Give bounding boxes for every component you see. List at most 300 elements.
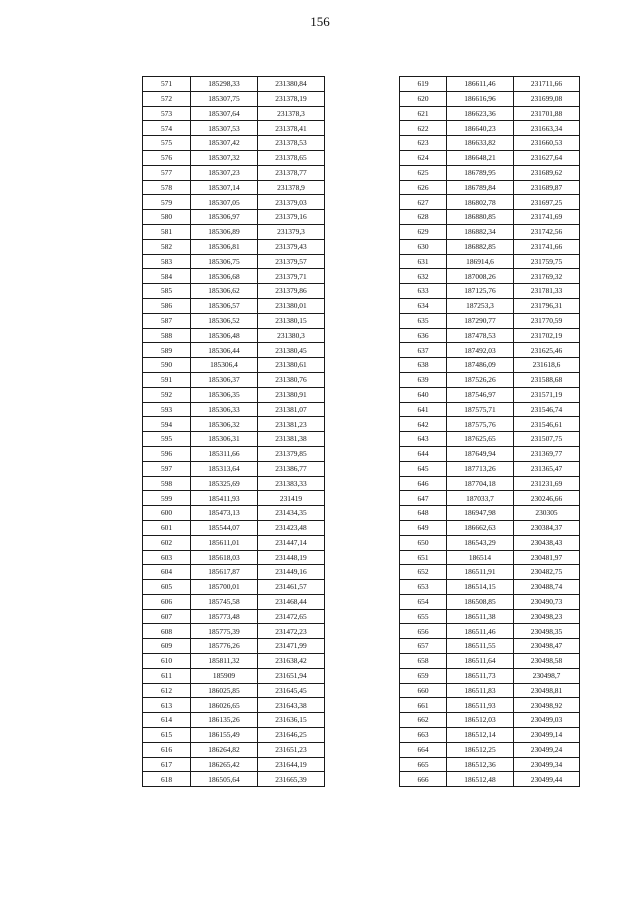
y-coordinate-cell: 230498,47 bbox=[514, 639, 580, 654]
x-coordinate-cell: 186026,65 bbox=[191, 698, 258, 713]
y-coordinate-cell: 231546,74 bbox=[514, 402, 580, 417]
table-row bbox=[143, 772, 325, 787]
x-coordinate-cell: 185306,37 bbox=[191, 372, 258, 387]
y-coordinate-cell: 231378,41 bbox=[258, 121, 325, 136]
x-coordinate-cell: 185306,32 bbox=[191, 417, 258, 432]
x-coordinate-cell: 187486,09 bbox=[447, 358, 514, 373]
table-row bbox=[400, 210, 580, 225]
point-number-cell: 666 bbox=[400, 772, 447, 787]
y-coordinate-cell: 231546,61 bbox=[514, 417, 580, 432]
point-number-cell: 650 bbox=[400, 535, 447, 550]
x-coordinate-cell: 185411,93 bbox=[191, 491, 258, 506]
point-number-cell: 642 bbox=[400, 417, 447, 432]
x-coordinate-cell: 185311,66 bbox=[191, 446, 258, 461]
x-coordinate-cell: 185325,69 bbox=[191, 476, 258, 491]
x-coordinate-cell: 186662,63 bbox=[447, 520, 514, 535]
x-coordinate-cell: 185306,44 bbox=[191, 343, 258, 358]
point-number-cell: 649 bbox=[400, 520, 447, 535]
y-coordinate-cell: 231702,19 bbox=[514, 328, 580, 343]
y-coordinate-cell: 230488,74 bbox=[514, 580, 580, 595]
y-coordinate-cell: 231423,48 bbox=[258, 520, 325, 535]
point-number-cell: 594 bbox=[143, 417, 191, 432]
y-coordinate-cell: 231378,19 bbox=[258, 91, 325, 106]
y-coordinate-cell: 231378,3 bbox=[258, 106, 325, 121]
x-coordinate-cell: 186511,64 bbox=[447, 654, 514, 669]
point-number-cell: 606 bbox=[143, 594, 191, 609]
point-number-cell: 609 bbox=[143, 639, 191, 654]
table-row bbox=[143, 298, 325, 313]
x-coordinate-cell: 187704,18 bbox=[447, 476, 514, 491]
table-row bbox=[400, 609, 580, 624]
point-number-cell: 636 bbox=[400, 328, 447, 343]
table-row bbox=[143, 121, 325, 136]
x-coordinate-cell: 185306,52 bbox=[191, 313, 258, 328]
x-coordinate-cell: 185306,4 bbox=[191, 358, 258, 373]
y-coordinate-cell: 230498,81 bbox=[514, 683, 580, 698]
x-coordinate-cell: 186802,78 bbox=[447, 195, 514, 210]
table-row bbox=[400, 654, 580, 669]
y-coordinate-cell: 231627,64 bbox=[514, 150, 580, 165]
point-number-cell: 651 bbox=[400, 550, 447, 565]
point-number-cell: 576 bbox=[143, 150, 191, 165]
point-number-cell: 643 bbox=[400, 432, 447, 447]
y-coordinate-cell: 231468,44 bbox=[258, 594, 325, 609]
point-number-cell: 578 bbox=[143, 180, 191, 195]
x-coordinate-cell: 186512,03 bbox=[447, 713, 514, 728]
y-coordinate-cell: 231759,75 bbox=[514, 254, 580, 269]
table-row bbox=[143, 387, 325, 402]
table-row bbox=[143, 150, 325, 165]
point-number-cell: 656 bbox=[400, 624, 447, 639]
x-coordinate-cell: 186914,6 bbox=[447, 254, 514, 269]
x-coordinate-cell: 186135,26 bbox=[191, 713, 258, 728]
page-number: 156 bbox=[310, 14, 330, 29]
table-row bbox=[143, 491, 325, 506]
table-row bbox=[143, 476, 325, 491]
table-row bbox=[143, 372, 325, 387]
point-number-cell: 644 bbox=[400, 446, 447, 461]
x-coordinate-cell: 185745,58 bbox=[191, 594, 258, 609]
y-coordinate-cell: 231644,19 bbox=[258, 757, 325, 772]
y-coordinate-cell: 231447,14 bbox=[258, 535, 325, 550]
table-row bbox=[143, 550, 325, 565]
table-row bbox=[400, 683, 580, 698]
table-row bbox=[143, 506, 325, 521]
point-number-cell: 634 bbox=[400, 298, 447, 313]
point-number-cell: 586 bbox=[143, 298, 191, 313]
x-coordinate-cell: 186616,96 bbox=[447, 91, 514, 106]
point-number-cell: 613 bbox=[143, 698, 191, 713]
table-row bbox=[400, 565, 580, 580]
table-row bbox=[400, 77, 580, 92]
point-number-cell: 573 bbox=[143, 106, 191, 121]
table-row bbox=[400, 624, 580, 639]
table-row bbox=[143, 91, 325, 106]
point-number-cell: 581 bbox=[143, 224, 191, 239]
table-row bbox=[400, 728, 580, 743]
y-coordinate-cell: 230499,24 bbox=[514, 742, 580, 757]
y-coordinate-cell: 231449,16 bbox=[258, 565, 325, 580]
y-coordinate-cell: 231379,85 bbox=[258, 446, 325, 461]
point-number-cell: 628 bbox=[400, 210, 447, 225]
y-coordinate-cell: 231378,9 bbox=[258, 180, 325, 195]
table-row bbox=[143, 224, 325, 239]
y-coordinate-cell: 231643,38 bbox=[258, 698, 325, 713]
table-row bbox=[143, 328, 325, 343]
table-row bbox=[143, 254, 325, 269]
y-coordinate-cell: 231645,45 bbox=[258, 683, 325, 698]
point-number-cell: 647 bbox=[400, 491, 447, 506]
table-row bbox=[400, 254, 580, 269]
point-number-cell: 638 bbox=[400, 358, 447, 373]
table-row bbox=[143, 210, 325, 225]
table-row bbox=[400, 698, 580, 713]
y-coordinate-cell: 231380,45 bbox=[258, 343, 325, 358]
y-coordinate-cell: 231770,59 bbox=[514, 313, 580, 328]
point-number-cell: 587 bbox=[143, 313, 191, 328]
x-coordinate-cell: 186514,15 bbox=[447, 580, 514, 595]
x-coordinate-cell: 186789,95 bbox=[447, 165, 514, 180]
table-row bbox=[143, 269, 325, 284]
point-number-cell: 602 bbox=[143, 535, 191, 550]
y-coordinate-cell: 231618,6 bbox=[514, 358, 580, 373]
y-coordinate-cell: 231663,34 bbox=[514, 121, 580, 136]
table-row bbox=[143, 461, 325, 476]
x-coordinate-cell: 185473,13 bbox=[191, 506, 258, 521]
y-coordinate-cell: 230305 bbox=[514, 506, 580, 521]
point-number-cell: 632 bbox=[400, 269, 447, 284]
y-coordinate-cell: 231380,01 bbox=[258, 298, 325, 313]
y-coordinate-cell: 231472,23 bbox=[258, 624, 325, 639]
x-coordinate-cell: 185307,75 bbox=[191, 91, 258, 106]
table-row bbox=[143, 284, 325, 299]
table-row bbox=[400, 742, 580, 757]
point-number-cell: 625 bbox=[400, 165, 447, 180]
point-number-cell: 640 bbox=[400, 387, 447, 402]
y-coordinate-cell: 231796,31 bbox=[514, 298, 580, 313]
point-number-cell: 658 bbox=[400, 654, 447, 669]
table-row bbox=[143, 609, 325, 624]
y-coordinate-cell: 231379,71 bbox=[258, 269, 325, 284]
point-number-cell: 653 bbox=[400, 580, 447, 595]
point-number-cell: 615 bbox=[143, 728, 191, 743]
x-coordinate-cell: 186155,49 bbox=[191, 728, 258, 743]
table-row bbox=[143, 624, 325, 639]
y-coordinate-cell: 231660,53 bbox=[514, 136, 580, 151]
y-coordinate-cell: 231378,65 bbox=[258, 150, 325, 165]
table-row bbox=[143, 180, 325, 195]
x-coordinate-cell: 187290,77 bbox=[447, 313, 514, 328]
x-coordinate-cell: 187649,94 bbox=[447, 446, 514, 461]
y-coordinate-cell: 231699,08 bbox=[514, 91, 580, 106]
x-coordinate-cell: 186512,48 bbox=[447, 772, 514, 787]
table-row bbox=[143, 580, 325, 595]
x-coordinate-cell: 185700,01 bbox=[191, 580, 258, 595]
point-number-cell: 593 bbox=[143, 402, 191, 417]
table-row bbox=[400, 195, 580, 210]
table-row bbox=[143, 358, 325, 373]
point-number-cell: 577 bbox=[143, 165, 191, 180]
x-coordinate-cell: 185307,42 bbox=[191, 136, 258, 151]
y-coordinate-cell: 231571,19 bbox=[514, 387, 580, 402]
y-coordinate-cell: 230498,58 bbox=[514, 654, 580, 669]
table-row bbox=[400, 313, 580, 328]
y-coordinate-cell: 231380,91 bbox=[258, 387, 325, 402]
y-coordinate-cell: 231507,75 bbox=[514, 432, 580, 447]
x-coordinate-cell: 187713,26 bbox=[447, 461, 514, 476]
table-row bbox=[400, 520, 580, 535]
table-row bbox=[400, 91, 580, 106]
x-coordinate-cell: 185306,62 bbox=[191, 284, 258, 299]
x-coordinate-cell: 186947,98 bbox=[447, 506, 514, 521]
y-coordinate-cell: 231379,03 bbox=[258, 195, 325, 210]
x-coordinate-cell: 185776,26 bbox=[191, 639, 258, 654]
point-number-cell: 572 bbox=[143, 91, 191, 106]
point-number-cell: 590 bbox=[143, 358, 191, 373]
y-coordinate-cell: 230482,75 bbox=[514, 565, 580, 580]
point-number-cell: 624 bbox=[400, 150, 447, 165]
table-row bbox=[143, 239, 325, 254]
y-coordinate-cell: 230438,43 bbox=[514, 535, 580, 550]
x-coordinate-cell: 186512,25 bbox=[447, 742, 514, 757]
x-coordinate-cell: 186640,23 bbox=[447, 121, 514, 136]
y-coordinate-cell: 231383,33 bbox=[258, 476, 325, 491]
y-coordinate-cell: 230481,97 bbox=[514, 550, 580, 565]
point-number-cell: 623 bbox=[400, 136, 447, 151]
y-coordinate-cell: 231369,77 bbox=[514, 446, 580, 461]
table-row bbox=[400, 550, 580, 565]
table-row bbox=[400, 343, 580, 358]
y-coordinate-cell: 231636,15 bbox=[258, 713, 325, 728]
x-coordinate-cell: 185773,48 bbox=[191, 609, 258, 624]
x-coordinate-cell: 186511,91 bbox=[447, 565, 514, 580]
y-coordinate-cell: 231741,69 bbox=[514, 210, 580, 225]
x-coordinate-cell: 185811,32 bbox=[191, 654, 258, 669]
point-number-cell: 631 bbox=[400, 254, 447, 269]
y-coordinate-cell: 231689,87 bbox=[514, 180, 580, 195]
point-number-cell: 614 bbox=[143, 713, 191, 728]
y-coordinate-cell: 231381,07 bbox=[258, 402, 325, 417]
y-coordinate-cell: 231448,19 bbox=[258, 550, 325, 565]
point-number-cell: 662 bbox=[400, 713, 447, 728]
x-coordinate-cell: 187253,3 bbox=[447, 298, 514, 313]
point-number-cell: 575 bbox=[143, 136, 191, 151]
x-coordinate-cell: 186264,82 bbox=[191, 742, 258, 757]
x-coordinate-cell: 185618,03 bbox=[191, 550, 258, 565]
table-row bbox=[400, 491, 580, 506]
point-number-cell: 665 bbox=[400, 757, 447, 772]
x-coordinate-cell: 187033,7 bbox=[447, 491, 514, 506]
x-coordinate-cell: 186611,46 bbox=[447, 77, 514, 92]
x-coordinate-cell: 186880,85 bbox=[447, 210, 514, 225]
coordinates-table-left bbox=[142, 76, 325, 787]
table-row bbox=[400, 461, 580, 476]
table-row bbox=[400, 772, 580, 787]
x-coordinate-cell: 185307,64 bbox=[191, 106, 258, 121]
point-number-cell: 657 bbox=[400, 639, 447, 654]
x-coordinate-cell: 186633,82 bbox=[447, 136, 514, 151]
x-coordinate-cell: 187625,65 bbox=[447, 432, 514, 447]
x-coordinate-cell: 186265,42 bbox=[191, 757, 258, 772]
x-coordinate-cell: 186512,14 bbox=[447, 728, 514, 743]
table-row bbox=[400, 180, 580, 195]
table-row bbox=[400, 668, 580, 683]
table-row bbox=[143, 683, 325, 698]
x-coordinate-cell: 186511,93 bbox=[447, 698, 514, 713]
point-number-cell: 627 bbox=[400, 195, 447, 210]
x-coordinate-cell: 187546,97 bbox=[447, 387, 514, 402]
x-coordinate-cell: 185298,33 bbox=[191, 77, 258, 92]
y-coordinate-cell: 231419 bbox=[258, 491, 325, 506]
table-row bbox=[400, 224, 580, 239]
y-coordinate-cell: 230499,34 bbox=[514, 757, 580, 772]
point-number-cell: 621 bbox=[400, 106, 447, 121]
table-row bbox=[400, 106, 580, 121]
point-number-cell: 616 bbox=[143, 742, 191, 757]
x-coordinate-cell: 186511,73 bbox=[447, 668, 514, 683]
y-coordinate-cell: 231386,77 bbox=[258, 461, 325, 476]
x-coordinate-cell: 187492,03 bbox=[447, 343, 514, 358]
point-number-cell: 645 bbox=[400, 461, 447, 476]
y-coordinate-cell: 231588,68 bbox=[514, 372, 580, 387]
point-number-cell: 626 bbox=[400, 180, 447, 195]
y-coordinate-cell: 231697,25 bbox=[514, 195, 580, 210]
table-row bbox=[143, 654, 325, 669]
y-coordinate-cell: 230498,7 bbox=[514, 668, 580, 683]
x-coordinate-cell: 185307,53 bbox=[191, 121, 258, 136]
table-row bbox=[400, 402, 580, 417]
table-row bbox=[400, 165, 580, 180]
table-row bbox=[143, 520, 325, 535]
point-number-cell: 596 bbox=[143, 446, 191, 461]
y-coordinate-cell: 230499,44 bbox=[514, 772, 580, 787]
y-coordinate-cell: 231769,32 bbox=[514, 269, 580, 284]
point-number-cell: 588 bbox=[143, 328, 191, 343]
point-number-cell: 639 bbox=[400, 372, 447, 387]
y-coordinate-cell: 231638,42 bbox=[258, 654, 325, 669]
table-row bbox=[143, 639, 325, 654]
y-coordinate-cell: 231711,66 bbox=[514, 77, 580, 92]
table-row bbox=[400, 417, 580, 432]
table-row bbox=[400, 432, 580, 447]
point-number-cell: 589 bbox=[143, 343, 191, 358]
point-number-cell: 655 bbox=[400, 609, 447, 624]
y-coordinate-cell: 231378,77 bbox=[258, 165, 325, 180]
point-number-cell: 599 bbox=[143, 491, 191, 506]
y-coordinate-cell: 231380,84 bbox=[258, 77, 325, 92]
x-coordinate-cell: 185306,57 bbox=[191, 298, 258, 313]
point-number-cell: 654 bbox=[400, 594, 447, 609]
y-coordinate-cell: 231379,86 bbox=[258, 284, 325, 299]
x-coordinate-cell: 186543,29 bbox=[447, 535, 514, 550]
point-number-cell: 610 bbox=[143, 654, 191, 669]
x-coordinate-cell: 185617,87 bbox=[191, 565, 258, 580]
table-row bbox=[143, 446, 325, 461]
y-coordinate-cell: 231742,56 bbox=[514, 224, 580, 239]
table-row bbox=[143, 713, 325, 728]
table-row bbox=[400, 121, 580, 136]
y-coordinate-cell: 231380,3 bbox=[258, 328, 325, 343]
x-coordinate-cell: 185307,23 bbox=[191, 165, 258, 180]
x-coordinate-cell: 185544,07 bbox=[191, 520, 258, 535]
y-coordinate-cell: 230384,37 bbox=[514, 520, 580, 535]
x-coordinate-cell: 186511,55 bbox=[447, 639, 514, 654]
point-number-cell: 608 bbox=[143, 624, 191, 639]
x-coordinate-cell: 185306,75 bbox=[191, 254, 258, 269]
point-number-cell: 591 bbox=[143, 372, 191, 387]
point-number-cell: 571 bbox=[143, 77, 191, 92]
table-row bbox=[143, 417, 325, 432]
point-number-cell: 607 bbox=[143, 609, 191, 624]
x-coordinate-cell: 185611,01 bbox=[191, 535, 258, 550]
table-row bbox=[400, 269, 580, 284]
point-number-cell: 646 bbox=[400, 476, 447, 491]
table-row bbox=[143, 757, 325, 772]
point-number-cell: 648 bbox=[400, 506, 447, 521]
x-coordinate-cell: 185307,32 bbox=[191, 150, 258, 165]
x-coordinate-cell: 185306,81 bbox=[191, 239, 258, 254]
x-coordinate-cell: 187125,76 bbox=[447, 284, 514, 299]
y-coordinate-cell: 231665,39 bbox=[258, 772, 325, 787]
table-row bbox=[143, 402, 325, 417]
point-number-cell: 579 bbox=[143, 195, 191, 210]
x-coordinate-cell: 186511,38 bbox=[447, 609, 514, 624]
table-row bbox=[400, 476, 580, 491]
x-coordinate-cell: 186511,83 bbox=[447, 683, 514, 698]
table-row bbox=[143, 343, 325, 358]
x-coordinate-cell: 185306,68 bbox=[191, 269, 258, 284]
y-coordinate-cell: 231701,88 bbox=[514, 106, 580, 121]
y-coordinate-cell: 231646,25 bbox=[258, 728, 325, 743]
x-coordinate-cell: 187526,26 bbox=[447, 372, 514, 387]
point-number-cell: 584 bbox=[143, 269, 191, 284]
y-coordinate-cell: 231651,23 bbox=[258, 742, 325, 757]
y-coordinate-cell: 230498,35 bbox=[514, 624, 580, 639]
point-number-cell: 633 bbox=[400, 284, 447, 299]
table-row bbox=[400, 372, 580, 387]
point-number-cell: 664 bbox=[400, 742, 447, 757]
table-row bbox=[400, 150, 580, 165]
point-number-cell: 652 bbox=[400, 565, 447, 580]
point-number-cell: 582 bbox=[143, 239, 191, 254]
point-number-cell: 641 bbox=[400, 402, 447, 417]
table-row bbox=[400, 639, 580, 654]
x-coordinate-cell: 186882,85 bbox=[447, 239, 514, 254]
table-row bbox=[143, 535, 325, 550]
y-coordinate-cell: 231381,38 bbox=[258, 432, 325, 447]
table-row bbox=[400, 594, 580, 609]
x-coordinate-cell: 186514 bbox=[447, 550, 514, 565]
x-coordinate-cell: 185307,05 bbox=[191, 195, 258, 210]
table-row bbox=[400, 713, 580, 728]
table-row bbox=[400, 284, 580, 299]
table-row bbox=[400, 136, 580, 151]
x-coordinate-cell: 187478,53 bbox=[447, 328, 514, 343]
point-number-cell: 605 bbox=[143, 580, 191, 595]
point-number-cell: 617 bbox=[143, 757, 191, 772]
table-row bbox=[143, 136, 325, 151]
point-number-cell: 600 bbox=[143, 506, 191, 521]
table-row bbox=[400, 757, 580, 772]
x-coordinate-cell: 185306,31 bbox=[191, 432, 258, 447]
y-coordinate-cell: 231471,99 bbox=[258, 639, 325, 654]
x-coordinate-cell: 185306,89 bbox=[191, 224, 258, 239]
table-row bbox=[143, 565, 325, 580]
table-row bbox=[143, 77, 325, 92]
y-coordinate-cell: 231379,57 bbox=[258, 254, 325, 269]
point-number-cell: 637 bbox=[400, 343, 447, 358]
y-coordinate-cell: 231231,69 bbox=[514, 476, 580, 491]
